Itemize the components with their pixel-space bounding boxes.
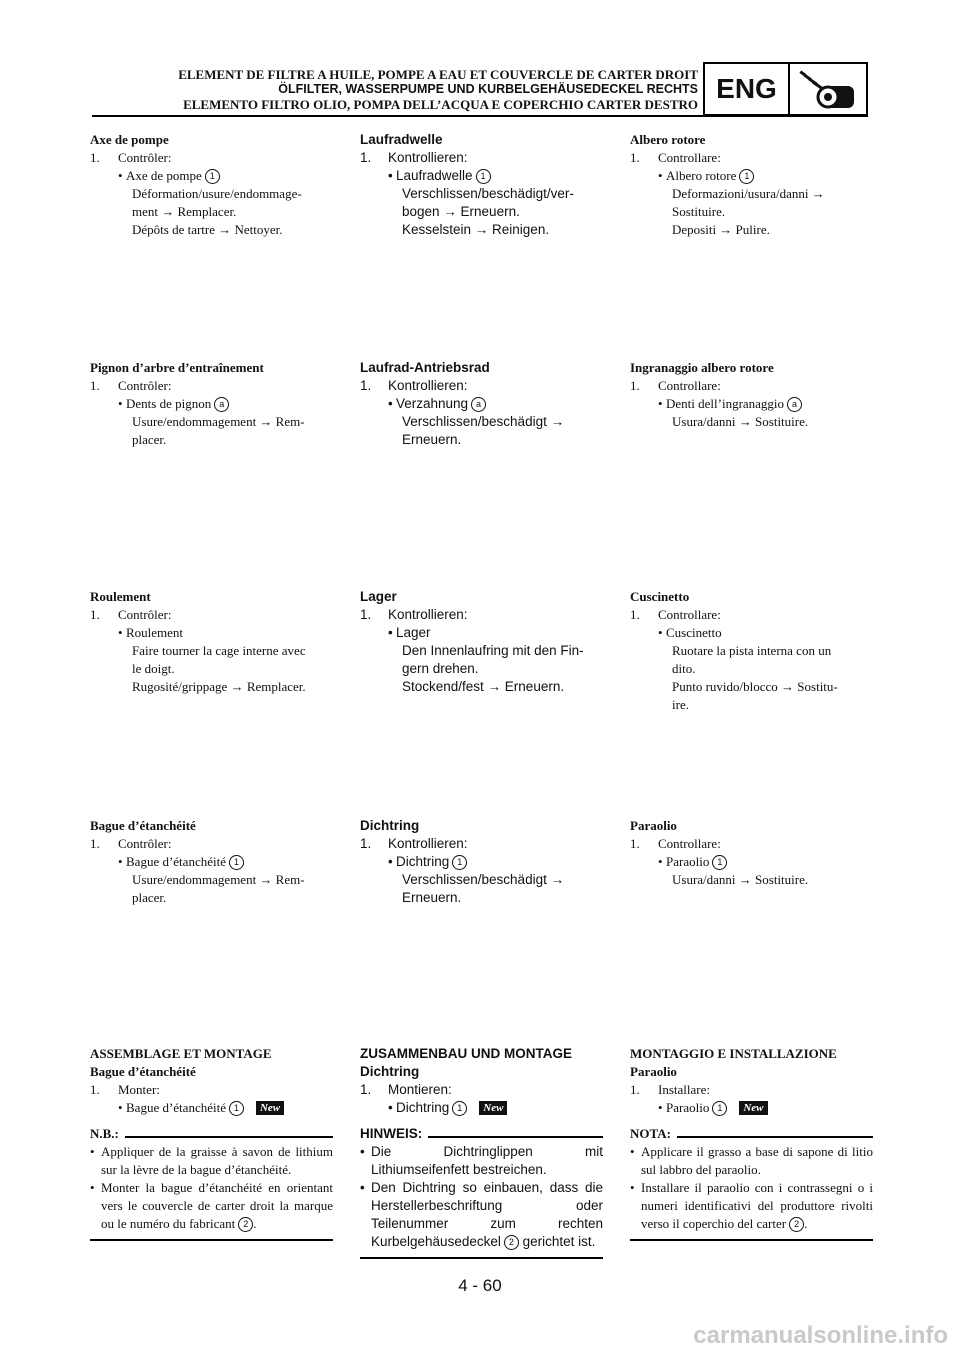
section-title: Paraolio — [630, 818, 677, 833]
step: 1. Installare: — [630, 1082, 710, 1097]
section-title: Axe de pompe — [90, 132, 169, 147]
section-title: Cuscinetto — [630, 589, 690, 604]
section-title: Lager — [360, 589, 397, 604]
fr-section-assembly — [90, 1045, 333, 1241]
section-title: Pignon d’arbre d’entraînement — [90, 360, 264, 375]
ref-mark: 1 — [452, 855, 467, 870]
section-title: ZUSAMMENBAU UND MONTAGE — [360, 1046, 572, 1061]
ref-mark: a — [214, 397, 229, 412]
section-title: Ingranaggio albero rotore — [630, 360, 774, 375]
check-item: • Denti dell’ingranaggio a — [630, 395, 873, 413]
step: 1. Contrôler: — [90, 836, 172, 851]
check-desc: Deformazioni/usura/danni → Sostituire. Depositi → Pulire. — [672, 186, 825, 237]
title-german: ÖLFILTER, WASSERPUMPE UND KURBELGEHÄUSEDECKEL RECHTS — [278, 82, 698, 96]
note-item: • Den Dichtring so einbauen, dass die Herstellerbeschriftung oder Teilenummer zum rechten Kurbelgehäusedeckel 2 gerichtet ist. — [360, 1179, 603, 1251]
page-header — [0, 0, 960, 130]
note-end-rule — [90, 1239, 333, 1241]
check-item: • Laufradwelle 1 — [360, 167, 603, 185]
note-header: NOTA: — [630, 1125, 873, 1143]
ref-mark: 1 — [476, 169, 491, 184]
install-item: • Paraolio 1 New — [630, 1099, 873, 1117]
page-number: 4 - 60 — [458, 1276, 502, 1295]
check-item: • Cuscinetto — [630, 624, 873, 642]
check-item: • Albero rotore 1 — [630, 167, 873, 185]
note-end-rule — [630, 1239, 873, 1241]
engine-icon — [790, 64, 866, 114]
step: 1. Contrôler: — [90, 150, 172, 165]
title-italian: ELEMENTO FILTRO OLIO, POMPA DELL’ACQUA E COPERCHIO CARTER DESTRO — [183, 97, 698, 112]
step: 1. Controllare: — [630, 150, 721, 165]
step: 1. Kontrollieren: — [360, 836, 468, 851]
ref-mark: a — [787, 397, 802, 412]
step: 1. Controllare: — [630, 378, 721, 393]
ref-mark: 1 — [229, 1101, 244, 1116]
note-end-rule — [360, 1257, 603, 1259]
check-desc: Usura/danni → Sostituire. — [672, 414, 809, 429]
check-item: • Lager — [360, 624, 603, 642]
section-title: Dichtring — [360, 818, 420, 833]
it-section-oil-seal — [630, 817, 873, 889]
fr-section-pump-shaft — [90, 131, 333, 239]
section-title: MONTAGGIO E INSTALLAZIONE — [630, 1046, 837, 1061]
step: 1. Monter: — [90, 1082, 160, 1097]
ref-mark: 2 — [238, 1217, 253, 1232]
it-section-assembly — [630, 1045, 873, 1241]
check-item: • Roulement — [90, 624, 333, 642]
it-section-drive-gear — [630, 359, 873, 431]
check-desc: Verschlissen/beschädigt → Erneuern. — [402, 872, 565, 905]
fr-section-drive-gear — [90, 359, 333, 449]
section-title: ASSEMBLAGE ET MONTAGE — [90, 1046, 272, 1061]
section-title: Laufradwelle — [360, 132, 443, 147]
it-section-bearing — [630, 588, 873, 714]
note-item: • Die Dichtringlippen mit Lithiumseifenfett bestreichen. — [360, 1143, 603, 1179]
de-section-impeller-shaft — [360, 131, 603, 239]
section-title: Laufrad-Antriebsrad — [360, 360, 490, 375]
check-item: • Axe de pompe 1 — [90, 167, 333, 185]
step: 1. Controllare: — [630, 836, 721, 851]
note-header: HINWEIS: — [360, 1125, 603, 1143]
section-title: Bague d’étanchéité — [90, 818, 196, 833]
new-part-badge: New — [739, 1101, 767, 1115]
new-part-badge: New — [256, 1101, 284, 1115]
ref-mark: 1 — [205, 169, 220, 184]
check-desc: Déformation/usure/endommage- ment → Remplacer. Dépôts de tartre → Nettoyer. — [132, 186, 302, 237]
install-item: • Bague d’étanchéité 1 New — [90, 1099, 333, 1117]
check-desc: Verschlissen/beschädigt → Erneuern. — [402, 414, 565, 447]
ref-mark: 1 — [712, 855, 727, 870]
check-item: • Verzahnung a — [360, 395, 603, 413]
it-section-rotor-shaft — [630, 131, 873, 239]
check-desc: Usura/danni → Sostituire. — [672, 872, 809, 887]
de-section-bearing — [360, 588, 603, 696]
check-item: • Dents de pignon a — [90, 395, 333, 413]
chapter-label: ENG — [705, 64, 790, 114]
check-item: • Paraolio 1 — [630, 853, 873, 871]
ref-mark: 1 — [452, 1101, 467, 1116]
section-subtitle: Dichtring — [360, 1064, 420, 1079]
note-header: N.B.: — [90, 1125, 333, 1143]
ref-mark: a — [471, 397, 486, 412]
section-subtitle: Paraolio — [630, 1064, 677, 1079]
note-item: • Appliquer de la graisse à savon de lithium sur la lèvre de la bague d’étanchéité. — [90, 1143, 333, 1179]
check-desc: Faire tourner la cage interne avec le doigt. Rugosité/grippage → Remplacer. — [132, 643, 306, 694]
section-title: Roulement — [90, 589, 151, 604]
ref-mark: 2 — [789, 1217, 804, 1232]
ref-mark: 1 — [712, 1101, 727, 1116]
check-desc: Den Innenlaufring mit den Fin- gern drehen. Stockend/fest → Erneuern. — [402, 643, 584, 694]
step: 1. Montieren: — [360, 1082, 452, 1097]
chapter-badge — [703, 62, 868, 116]
de-section-drive-gear — [360, 359, 603, 449]
ref-mark: 1 — [739, 169, 754, 184]
step: 1. Controllare: — [630, 607, 721, 622]
check-item: • Dichtring 1 — [360, 853, 603, 871]
ref-mark: 1 — [229, 855, 244, 870]
step: 1. Kontrollieren: — [360, 607, 468, 622]
step: 1. Contrôler: — [90, 607, 172, 622]
check-desc: Usure/endommagement → Rem- placer. — [132, 414, 305, 447]
install-item: • Dichtring 1 New — [360, 1099, 603, 1117]
check-desc: Ruotare la pista interna con un dito. Punto ruvido/blocco → Sostitu- ire. — [672, 643, 838, 712]
section-titles — [178, 67, 698, 112]
ref-mark: 2 — [504, 1235, 519, 1250]
section-title: Albero rotore — [630, 132, 706, 147]
watermark: carmanualsonline.info — [693, 1322, 948, 1349]
step: 1. Contrôler: — [90, 378, 172, 393]
check-item: • Bague d’étanchéité 1 — [90, 853, 333, 871]
note-item: • Monter la bague d’étanchéité en orientant vers le couvercle de carter droit la marque ou le numéro du fabricant 2 . — [90, 1179, 333, 1233]
de-section-oil-seal — [360, 817, 603, 907]
note-item: • Installare il paraolio con i contrassegni o i numeri identificativi del produttore rivolti verso il coperchio del carter 2 . — [630, 1179, 873, 1233]
fr-section-oil-seal — [90, 817, 333, 907]
check-desc: Usure/endommagement → Rem- placer. — [132, 872, 305, 905]
new-part-badge: New — [479, 1101, 507, 1115]
section-subtitle: Bague d’étanchéité — [90, 1064, 196, 1079]
step: 1. Kontrollieren: — [360, 378, 468, 393]
check-desc: Verschlissen/beschädigt/ver- bogen → Erneuern. Kesselstein → Reinigen. — [402, 186, 574, 237]
title-french: ELEMENT DE FILTRE A HUILE, POMPE A EAU ET COUVERCLE DE CARTER DROIT — [178, 67, 698, 82]
note-item: • Applicare il grasso a base di sapone di litio sul labbro del paraolio. — [630, 1143, 873, 1179]
fr-section-bearing — [90, 588, 333, 696]
step: 1. Kontrollieren: — [360, 150, 468, 165]
de-section-assembly — [360, 1045, 603, 1259]
